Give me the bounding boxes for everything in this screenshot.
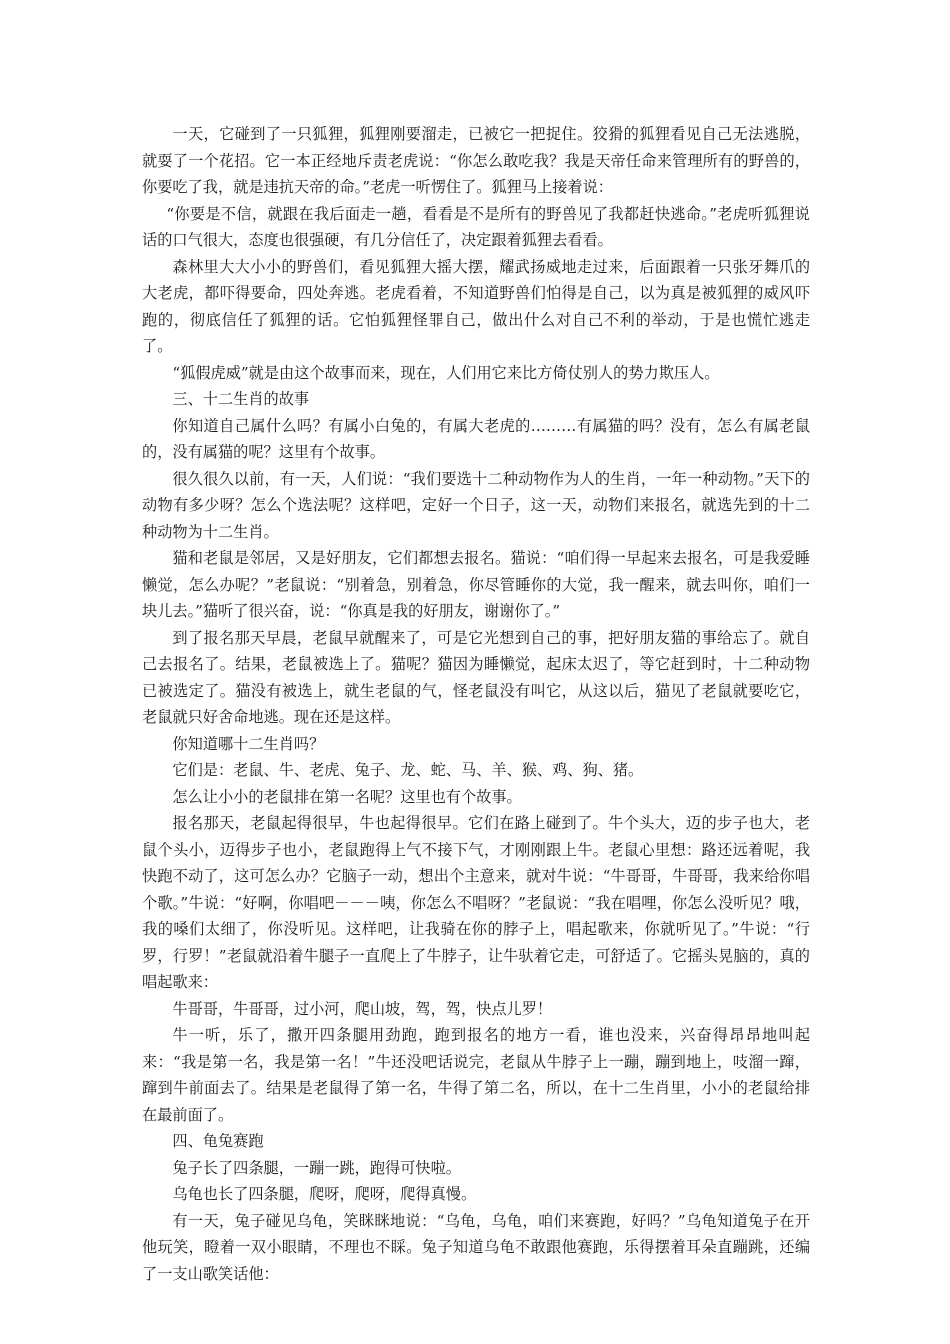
section-heading: 四、龟兔赛跑 — [172, 1132, 264, 1150]
paragraph: 它们是：老鼠、牛、老虎、兔子、龙、蛇、马、羊、猴、鸡、狗、猪。 — [172, 761, 644, 779]
paragraph: 你知道自己属什么吗？有属小白兔的，有属大老虎的………有属猫的吗？没有，怎么有属老鼠的，没有属猫的呢？这里有个故事。 — [142, 416, 810, 461]
paragraph: 到了报名那天早晨，老鼠早就醒来了，可是它光想到自己的事，把好朋友猫的事给忘了。就自己去报名了。结果，老鼠被选上了。猫呢？猫因为睡懒觉，起床太迟了，等它赶到时，十二种动物已被选定了。猫没有被选上，就生老鼠的气，怪老鼠没有叫它，从这以后，猫见了老鼠就要吃它，老鼠就只好舍命地逃。现在还是这样。 — [142, 628, 810, 726]
section-heading: 三、十二生肖的故事 — [172, 390, 310, 408]
paragraph: 有一天，兔子碰见乌龟，笑眯眯地说：“乌龟，乌龟，咱们来赛跑，好吗？”乌龟知道兔子在开他玩笑，瞪着一双小眼睛，不理也不睬。兔子知道乌龟不敢跟他赛跑，乐得摆着耳朵直蹦跳，还编了一支山歌笑话他： — [142, 1211, 810, 1283]
paragraph: 猫和老鼠是邻居，又是好朋友，它们都想去报名。猫说：“咱们得一早起来去报名，可是我爱睡懒觉，怎么办呢？”老鼠说：“别着急，别着急，你尽管睡你的大觉，我一醒来，就去叫你，咱们一块儿去。”猫听了很兴奋，说：“你真是我的好朋友，谢谢你了。” — [142, 549, 810, 620]
document-page — [142, 121, 810, 1287]
paragraph: 兔子长了四条腿，一蹦一跳，跑得可快啦。 — [172, 1158, 461, 1177]
paragraph: 森林里大大小小的野兽们，看见狐狸大摇大摆，耀武扬威地走过来，后面跟着一只张牙舞爪的大老虎，都吓得要命，四处奔逃。老虎看着，不知道野兽们怕得是自己，以为真是被狐狸的威风吓跑的，彻底信任了狐狸的话。它怕狐狸怪罪自己，做出什么对自己不利的举动，于是也慌忙逃走了。 — [142, 257, 810, 355]
paragraph: 怎么让小小的老鼠排在第一名呢？这里也有个故事。 — [172, 787, 522, 806]
paragraph: “你要是不信，就跟在我后面走一趟，看看是不是所有的野兽见了我都赶快逃命。”老虎听狐狸说话的口气很大，态度也很强硬，有几分信任了，决定跟着狐狸去看看。 — [142, 204, 810, 249]
song-line: 牛哥哥，牛哥哥，过小河，爬山坡，驾，驾，快点儿罗！ — [172, 999, 553, 1018]
paragraph: 牛一听，乐了，撒开四条腿用劲跑，跑到报名的地方一看，谁也没来，兴奋得昂昂地叫起来：“我是第一名，我是第一名！”牛还没吧话说完，老鼠从牛脖子上一蹦，蹦到地上，吱溜一蹿，蹿到牛前面去了。结果是老鼠得了第一名，牛得了第二名，所以，在十二生肖里，小小的老鼠给排在最前面了。 — [142, 1026, 810, 1124]
paragraph: 很久很久以前，有一天，人们说：“我们要选十二种动物作为人的生肖，一年一种动物。”天下的动物有多少呀？怎么个选法呢？这样吧，定好一个日子，这一天，动物们来报名，就选先到的十二种动物为十二生肖。 — [142, 469, 810, 541]
paragraph: 一天，它碰到了一只狐狸，狐狸刚要溜走，已被它一把捉住。狡猾的狐狸看见自己无法逃脱，就耍了一个花招。它一本正经地斥责老虎说：“你怎么敢吃我？我是天帝任命来管理所有的野兽的，你要吃了我，就是违抗天帝的命。”老虎一听愣住了。狐狸马上接着说： — [142, 125, 810, 196]
paragraph: 你知道哪十二生肖吗？ — [172, 734, 325, 753]
paragraph: “狐假虎威”就是由这个故事而来，现在，人们用它来比方倚仗别人的势力欺压人。 — [172, 363, 720, 382]
paragraph: 乌龟也长了四条腿，爬呀，爬呀，爬得真慢。 — [172, 1185, 477, 1203]
paragraph: 报名那天，老鼠起得很早，牛也起得很早。它们在路上碰到了。牛个头大，迈的步子也大，老鼠个头小，迈得步子也小，老鼠跑得上气不接下气，才刚刚跟上牛。老鼠心里想：路还远着呢，我快跑不动了，这可怎么办？它脑子一动，想出个主意来，就对牛说：“牛哥哥，牛哥哥，我来给你唱个歌。”牛说：“好啊，你唱吧－－－咦，你怎么不唱呀？”老鼠说：“我在唱哩，你怎么没听见？哦，我的嗓们太细了，你没听见。这样吧，让我骑在你的脖子上，唱起歌来，你就听见了。”牛说：“行罗，行罗！”老鼠就沿着牛腿子一直爬上了牛脖子，让牛驮着它走，可舒适了。它摇头晃脑的，真的唱起歌来： — [142, 814, 810, 991]
